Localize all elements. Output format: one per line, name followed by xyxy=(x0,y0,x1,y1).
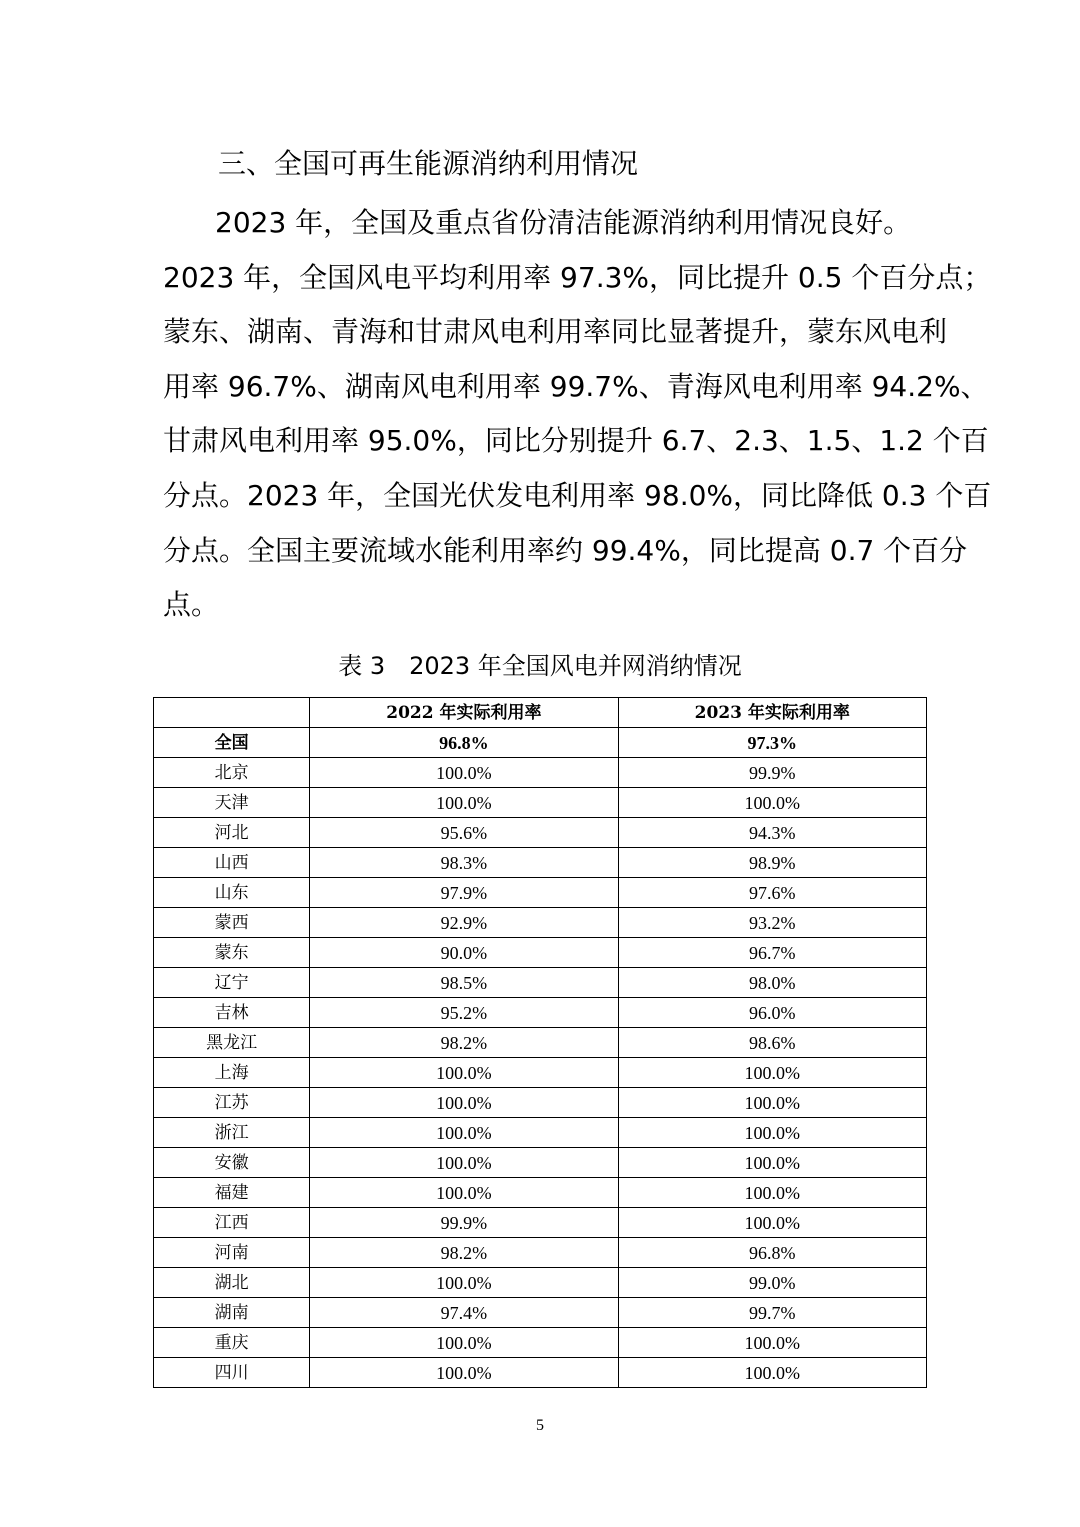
table-row xyxy=(154,1148,927,1178)
value-2022-cell: 100.0% xyxy=(310,1328,618,1358)
value-2022-cell: 100.0% xyxy=(310,1268,618,1298)
value-2022-cell: 95.2% xyxy=(310,998,618,1028)
region-cell: 浙江 xyxy=(154,1118,310,1148)
value-2023-cell: 100.0% xyxy=(618,788,926,818)
table-row xyxy=(154,788,927,818)
value-2023-cell: 99.7% xyxy=(618,1298,926,1328)
table-row xyxy=(154,1088,927,1118)
value-2023-cell: 96.8% xyxy=(618,1238,926,1268)
table-row xyxy=(154,1118,927,1148)
region-cell: 安徽 xyxy=(154,1148,310,1178)
value-2023-cell: 94.3% xyxy=(618,818,926,848)
value-2022-cell: 97.9% xyxy=(310,878,618,908)
value-2023-cell: 100.0% xyxy=(618,1058,926,1088)
value-2023-cell: 96.7% xyxy=(618,938,926,968)
header-region xyxy=(154,698,310,728)
table-row xyxy=(154,998,927,1028)
table-row xyxy=(154,968,927,998)
value-2022-cell: 97.4% xyxy=(310,1298,618,1328)
value-2022-cell: 100.0% xyxy=(310,1058,618,1088)
table-row xyxy=(154,848,927,878)
table-row xyxy=(154,1358,927,1388)
value-2022-cell: 98.2% xyxy=(310,1028,618,1058)
paragraph-line: 2023 年，全国风电平均利用率 97.3%，同比提升 0.5 个百分点； xyxy=(163,260,992,294)
value-2023-cell: 93.2% xyxy=(618,908,926,938)
table-row xyxy=(154,1178,927,1208)
value-2022-cell: 100.0% xyxy=(310,788,618,818)
section-heading: 三、全国可再生能源消纳利用情况 xyxy=(218,147,639,180)
region-cell: 蒙东 xyxy=(154,938,310,968)
value-2022-cell: 100.0% xyxy=(310,1178,618,1208)
region-cell: 山东 xyxy=(154,878,310,908)
table-row xyxy=(154,818,927,848)
value-2023-cell: 100.0% xyxy=(618,1088,926,1118)
value-2023-cell: 100.0% xyxy=(618,1208,926,1238)
region-cell: 辽宁 xyxy=(154,968,310,998)
region-cell: 吉林 xyxy=(154,998,310,1028)
value-2023-cell: 100.0% xyxy=(618,1148,926,1178)
value-2023-cell: 98.9% xyxy=(618,848,926,878)
body-paragraph xyxy=(163,196,992,633)
header-2023: 2023 年实际利用率 xyxy=(618,698,926,728)
value-2022-cell: 98.5% xyxy=(310,968,618,998)
paragraph-line: 2023 年，全国及重点省份清洁能源消纳利用情况良好。 xyxy=(215,206,912,239)
region-cell: 北京 xyxy=(154,758,310,788)
table-row-national xyxy=(154,728,927,758)
header-2022: 2022 年实际利用率 xyxy=(310,698,618,728)
value-2023-cell: 100.0% xyxy=(618,1358,926,1388)
table-row xyxy=(154,1328,927,1358)
page-number: 5 xyxy=(536,1417,544,1434)
value-2023-cell: 100.0% xyxy=(618,1328,926,1358)
value-2022-cell: 100.0% xyxy=(310,758,618,788)
region-cell: 江西 xyxy=(154,1208,310,1238)
region-cell: 黑龙江 xyxy=(154,1028,310,1058)
region-cell: 江苏 xyxy=(154,1088,310,1118)
value-2023-cell: 98.0% xyxy=(618,968,926,998)
value-2023-cell: 98.6% xyxy=(618,1028,926,1058)
table-row xyxy=(154,1028,927,1058)
region-cell: 重庆 xyxy=(154,1328,310,1358)
value-2022-cell: 96.8% xyxy=(310,728,618,758)
table-row xyxy=(154,1058,927,1088)
paragraph-line: 分点。2023 年，全国光伏发电利用率 98.0%，同比降低 0.3 个百 xyxy=(163,478,992,512)
region-cell: 河北 xyxy=(154,818,310,848)
value-2023-cell: 99.9% xyxy=(618,758,926,788)
table-row xyxy=(154,1298,927,1328)
region-cell: 天津 xyxy=(154,788,310,818)
value-2022-cell: 95.6% xyxy=(310,818,618,848)
wind-utilization-table xyxy=(153,697,927,1388)
table-row xyxy=(154,1268,927,1298)
value-2023-cell: 97.3% xyxy=(618,728,926,758)
value-2022-cell: 90.0% xyxy=(310,938,618,968)
value-2022-cell: 98.2% xyxy=(310,1238,618,1268)
table-row xyxy=(154,758,927,788)
value-2023-cell: 97.6% xyxy=(618,878,926,908)
region-cell: 蒙西 xyxy=(154,908,310,938)
value-2023-cell: 100.0% xyxy=(618,1118,926,1148)
paragraph-line: 用率 96.7%、湖南风电利用率 99.7%、青海风电利用率 94.2%、 xyxy=(163,369,989,403)
table-row xyxy=(154,1238,927,1268)
table-row xyxy=(154,908,927,938)
value-2023-cell: 96.0% xyxy=(618,998,926,1028)
region-cell: 河南 xyxy=(154,1238,310,1268)
region-cell: 上海 xyxy=(154,1058,310,1088)
paragraph-line: 点。 xyxy=(163,588,220,622)
value-2022-cell: 92.9% xyxy=(310,908,618,938)
value-2022-cell: 100.0% xyxy=(310,1088,618,1118)
region-cell: 山西 xyxy=(154,848,310,878)
paragraph-line: 蒙东、湖南、青海和甘肃风电利用率同比显著提升，蒙东风电利 xyxy=(163,315,948,349)
table-caption: 表 3 2023 年全国风电并网消纳情况 xyxy=(338,652,742,680)
table-header-row xyxy=(154,698,927,728)
value-2023-cell: 100.0% xyxy=(618,1178,926,1208)
paragraph-line: 分点。全国主要流域水能利用率约 99.4%，同比提高 0.7 个百分 xyxy=(163,533,968,567)
value-2022-cell: 100.0% xyxy=(310,1148,618,1178)
region-cell: 湖南 xyxy=(154,1298,310,1328)
value-2022-cell: 100.0% xyxy=(310,1358,618,1388)
table-row xyxy=(154,938,927,968)
region-cell: 湖北 xyxy=(154,1268,310,1298)
table-row xyxy=(154,878,927,908)
region-cell: 全国 xyxy=(154,728,310,758)
value-2022-cell: 100.0% xyxy=(310,1118,618,1148)
value-2023-cell: 99.0% xyxy=(618,1268,926,1298)
region-cell: 福建 xyxy=(154,1178,310,1208)
value-2022-cell: 98.3% xyxy=(310,848,618,878)
table-row xyxy=(154,1208,927,1238)
value-2022-cell: 99.9% xyxy=(310,1208,618,1238)
region-cell: 四川 xyxy=(154,1358,310,1388)
paragraph-line: 甘肃风电利用率 95.0%，同比分别提升 6.7、2.3、1.5、1.2 个百 xyxy=(163,424,989,458)
